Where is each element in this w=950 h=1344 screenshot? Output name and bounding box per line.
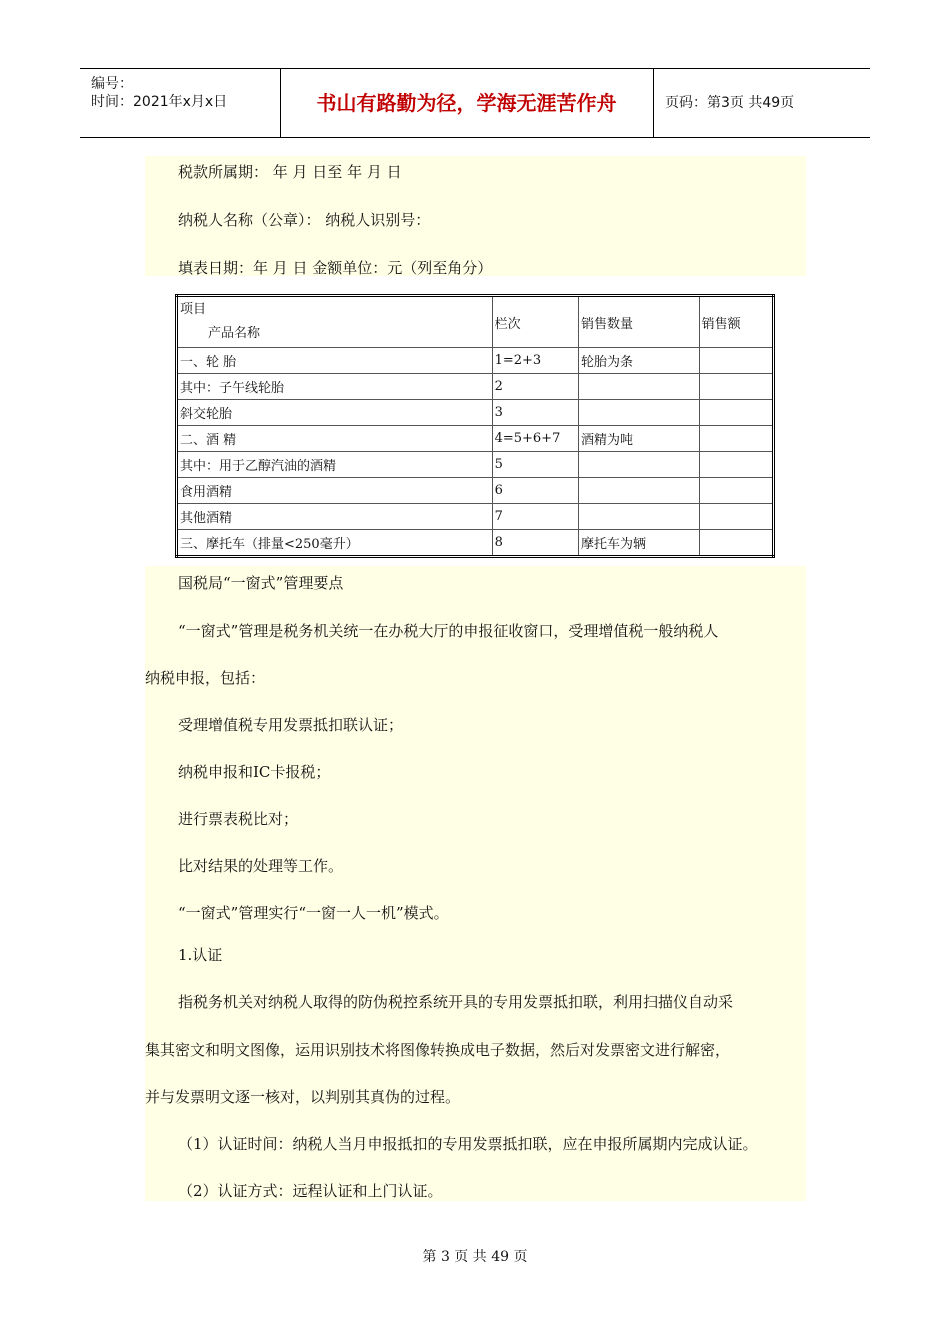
section-title: 国税局“一窗式”管理要点 — [178, 574, 344, 592]
header-item-bottom: 产品名称 — [208, 326, 261, 341]
row-name: 其中：子午线轮胎 — [177, 374, 493, 400]
row-qty — [579, 504, 700, 530]
header-cell-index: 栏次 — [492, 296, 578, 348]
table-row — [177, 504, 774, 530]
subsection-auth: 1.认证 — [178, 946, 223, 964]
row-amount — [699, 374, 773, 400]
page-header — [80, 68, 870, 138]
row-amount — [699, 400, 773, 426]
code-label: 编号： — [91, 76, 133, 92]
list-item-4: 比对结果的处理等工作。 — [178, 857, 344, 875]
auth-method: （2）认证方式：远程认证和上门认证。 — [178, 1182, 443, 1200]
list-item-1: 受理增值税专用发票抵扣联认证； — [178, 716, 404, 734]
row-amount — [699, 530, 773, 557]
para1-line2: 纳税申报，包括： — [145, 669, 266, 687]
para1-line1: “一窗式”管理是税务机关统一在办税大厅的申报征收窗口，受理增值税一般纳税人 — [178, 622, 719, 640]
row-amount — [699, 348, 773, 374]
para2-line3: 并与发票明文逐一核对，以判别其真伪的过程。 — [145, 1088, 461, 1106]
auth-time: （1）认证时间：纳税人当月申报抵扣的专用发票抵扣联，应在申报所属期内完成认证。 — [178, 1135, 758, 1153]
row-amount — [699, 478, 773, 504]
row-name: 斜交轮胎 — [177, 400, 493, 426]
row-index: 3 — [492, 400, 578, 426]
row-index: 2 — [492, 374, 578, 400]
row-qty — [579, 400, 700, 426]
row-index: 7 — [492, 504, 578, 530]
sales-table — [175, 294, 775, 558]
header-cell-amount: 销售额 — [699, 296, 773, 348]
row-qty — [579, 374, 700, 400]
row-amount — [699, 452, 773, 478]
row-name: 其中：用于乙醇汽油的酒精 — [177, 452, 493, 478]
row-name: 二、酒 精 — [177, 426, 493, 452]
row-name: 一、轮 胎 — [177, 348, 493, 374]
table-row — [177, 452, 774, 478]
row-name: 食用酒精 — [177, 478, 493, 504]
form-line-period: 税款所属期： 年 月 日至 年 月 日 — [178, 163, 402, 181]
para2-line2: 集其密文和明文图像，运用识别技术将图像转换成电子数据，然后对发票密文进行解密， — [145, 1041, 731, 1059]
row-index: 8 — [492, 530, 578, 557]
table-header-row — [177, 296, 774, 348]
row-index: 1=2+3 — [492, 348, 578, 374]
header-cell-qty: 销售数量 — [579, 296, 700, 348]
row-qty: 酒精为吨 — [579, 426, 700, 452]
header-cell-item — [177, 296, 493, 348]
list-item-2: 纳税申报和IC卡报税； — [178, 763, 331, 781]
form-line-taxpayer: 纳税人名称（公章）： 纳税人识别号： — [178, 211, 431, 229]
mode-text: “一窗式”管理实行“一窗一人一机”模式。 — [178, 904, 449, 922]
header-item-top: 项目 — [180, 302, 207, 317]
table-row — [177, 374, 774, 400]
header-meta — [80, 69, 281, 137]
row-amount — [699, 504, 773, 530]
row-name: 其他酒精 — [177, 504, 493, 530]
table-row — [177, 426, 774, 452]
para2-line1: 指税务机关对纳税人取得的防伪税控系统开具的专用发票抵扣联，利用扫描仪自动采 — [178, 993, 734, 1011]
row-name: 三、摩托车（排量<250毫升） — [177, 530, 493, 557]
row-qty: 摩托车为辆 — [579, 530, 700, 557]
row-qty — [579, 452, 700, 478]
list-item-3: 进行票表税比对； — [178, 810, 299, 828]
row-index: 5 — [492, 452, 578, 478]
row-index: 6 — [492, 478, 578, 504]
row-index: 4=5+6+7 — [492, 426, 578, 452]
table-row — [177, 400, 774, 426]
form-line-date: 填表日期：年 月 日 金额单位：元（列至角分） — [178, 259, 493, 277]
row-amount — [699, 426, 773, 452]
page-footer: 第 3 页 共 49 页 — [422, 1249, 528, 1265]
header-page-info: 页码：第3页 共49页 — [665, 95, 795, 111]
time-label: 时间：2021年x月x日 — [91, 94, 228, 110]
table-row — [177, 348, 774, 374]
table-row — [177, 530, 774, 557]
row-qty: 轮胎为条 — [579, 348, 700, 374]
table-row — [177, 478, 774, 504]
row-qty — [579, 478, 700, 504]
header-motto: 书山有路勤为径，学海无涯苦作舟 — [280, 69, 654, 137]
